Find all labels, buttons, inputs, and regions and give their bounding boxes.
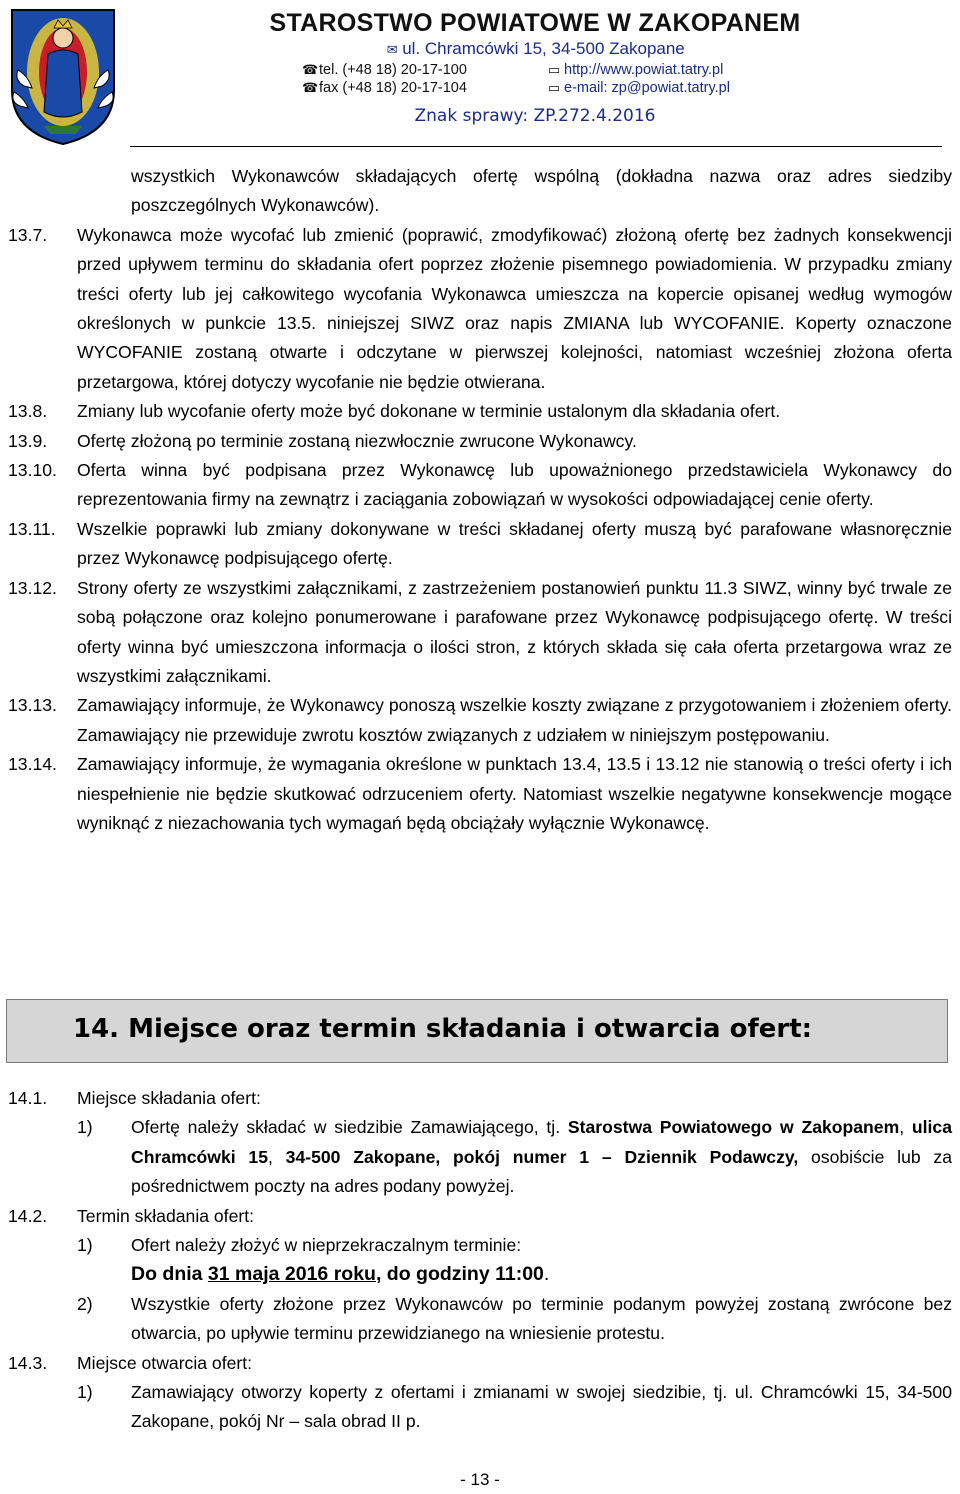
- paragraph-13-13: 13.13. Zamawiający informuje, że Wykonawcy ponoszą wszelkie koszty związane z przygotowaniem i złożeniem oferty. Zamawiający nie przewiduje zwrotu kosztów związanych z udziałem w niniejszym postępowaniu.: [8, 695, 952, 745]
- computer-icon: ▭: [547, 80, 561, 95]
- deadline-date: 31 maja 2016 roku: [207, 1263, 376, 1286]
- deadline-line: Do dnia 31 maja 2016 roku, do godziny 11:00.: [131, 1263, 550, 1286]
- fax-number: fax (+48 18) 20-17-104: [319, 80, 467, 96]
- paragraph-13-7: 13.7. Wykonawca może wycofać lub zmienić (poprawić, zmodyfikować) złożoną ofertę bez żadnych konsekwencji przed upływem terminu do składania ofert poprzez złożenie pisemnego powiadomienia. W przypadku zmiany treści oferty lub jej całkowitego wycofania Wykonawca umieszcza na kopercie opisanej według wymogów określonych w punkcie 13.5. niniejszej SIWZ oraz napis ZMIANA lub WYCOFANIE. Koperty oznaczone WYCOFANIE zostaną otwarte i odczytane w pierwszej kolejności, natomiast wcześniej złożona oferta przetargowa, której dotyczy wycofanie nie będzie otwierana.: [8, 224, 952, 392]
- email-link[interactable]: e-mail: zp@powiat.tatry.pl: [564, 80, 730, 96]
- list-item-14-1-1: 1) Ofertę należy składać w siedzibie Zamawiającego, tj. Starostwa Powiatowego w Zakopanem, ulica Chramcówki 15, 34-500 Zakopane, pokój numer 1 – Dziennik Podawczy, osobiście lub za pośrednictwem poczty na adres podany powyżej.: [77, 1117, 953, 1197]
- list-item-14-2-1: 1) Ofert należy złożyć w nieprzekraczalnym terminie:: [77, 1235, 522, 1256]
- list-item-14-3-1: 1) Zamawiający otworzy koperty z ofertami i zmianami w swojej siedzibie, tj. ul. Chramcówki 15, 34-500 Zakopane, pokój Nr – sala obrad II p.: [77, 1382, 952, 1432]
- phone-icon: ☎: [302, 62, 319, 77]
- website-link[interactable]: http://www.powiat.tatry.pl: [564, 62, 724, 78]
- section-heading-14: 14. Miejsce oraz termin składania i otwarcia ofert:: [6, 999, 948, 1063]
- paragraph-13-12: 13.12. Strony oferty ze wszystkimi załącznikami, z zastrzeżeniem postanowień punktu 11.3 SIWZ, winny być trwale ze sobą połączone oraz kolejno ponumerowane i parafowane przez Wykonawcę podpisującego ofertę. W treści oferty winna być umieszczona informacja o ilości stron, z których składa się cała oferta przetargowa wraz ze wszystkimi załącznikami.: [8, 577, 952, 686]
- phone-number: tel. (+48 18) 20-17-100: [319, 62, 467, 78]
- paragraph-13-9: 13.9. Ofertę złożoną po terminie zostaną niezwłocznie zwrucone Wykonawcy.: [8, 430, 637, 451]
- section-14-body: [8, 1084, 952, 1437]
- coat-of-arms-logo: [4, 2, 122, 148]
- paragraph-14-3: 14.3. Miejsce otwarcia ofert:: [8, 1352, 253, 1373]
- office-name: STAROSTWO POWIATOWE W ZAKOPANEM: [269, 9, 801, 37]
- computer-icon: ▭: [547, 62, 561, 77]
- paragraph-14-2: 14.2. Termin składania ofert:: [8, 1205, 254, 1226]
- paragraph-13-8: 13.8. Zmiany lub wycofanie oferty może być dokonane w terminie ustalonym dla składania ofert.: [8, 401, 781, 422]
- envelope-icon: ✉: [386, 42, 398, 57]
- document-body: [8, 162, 952, 838]
- page-number: - 13 -: [460, 1470, 500, 1489]
- paragraph-13-10: 13.10. Oferta winna być podpisana przez Wykonawcę lub upoważnionego przedstawiciela Wykonawcy do reprezentowania firmy na zewnątrz i zaciągania zobowiązań w wysokości odpowiadającej cenie oferty.: [8, 460, 952, 510]
- case-reference: Znak sprawy: ZP.272.4.2016: [414, 106, 656, 126]
- paragraph-continuation: wszystkich Wykonawców składających ofertę wspólną (dokładna nazwa oraz adres siedziby poszczególnych Wykonawców).: [131, 166, 952, 216]
- list-item-14-2-2: 2) Wszystkie oferty złożone przez Wykonawców po terminie podanym powyżej zostaną zwrócone bez otwarcia, po upływie terminu przewidzianego na wniesienie protestu.: [77, 1293, 952, 1344]
- office-address: ✉ ul. Chramcówki 15, 34-500 Zakopane: [130, 38, 940, 61]
- paragraph-13-11: 13.11. Wszelkie poprawki lub zmiany dokonywane w treści składanej oferty muszą być parafowane własnoręcznie przez Wykonawcę podpisującego ofertę.: [8, 518, 952, 569]
- paragraph-13-14: 13.14. Zamawiający informuje, że wymagania określone w punktach 13.4, 13.5 i 13.12 nie stanowią o treści oferty i ich niespełnienie nie będzie skutkować odrzuceniem oferty. Natomiast wszelkie negatywne konsekwencje mogące wyniknąć z niezachowania tych wymagań będą obciążały wyłącznie Wykonawcę.: [8, 754, 952, 833]
- letterhead: [130, 8, 940, 129]
- header-divider: [130, 146, 942, 147]
- paragraph-14-1: 14.1. Miejsce składania ofert:: [8, 1088, 261, 1108]
- fax-icon: ☎: [302, 80, 319, 95]
